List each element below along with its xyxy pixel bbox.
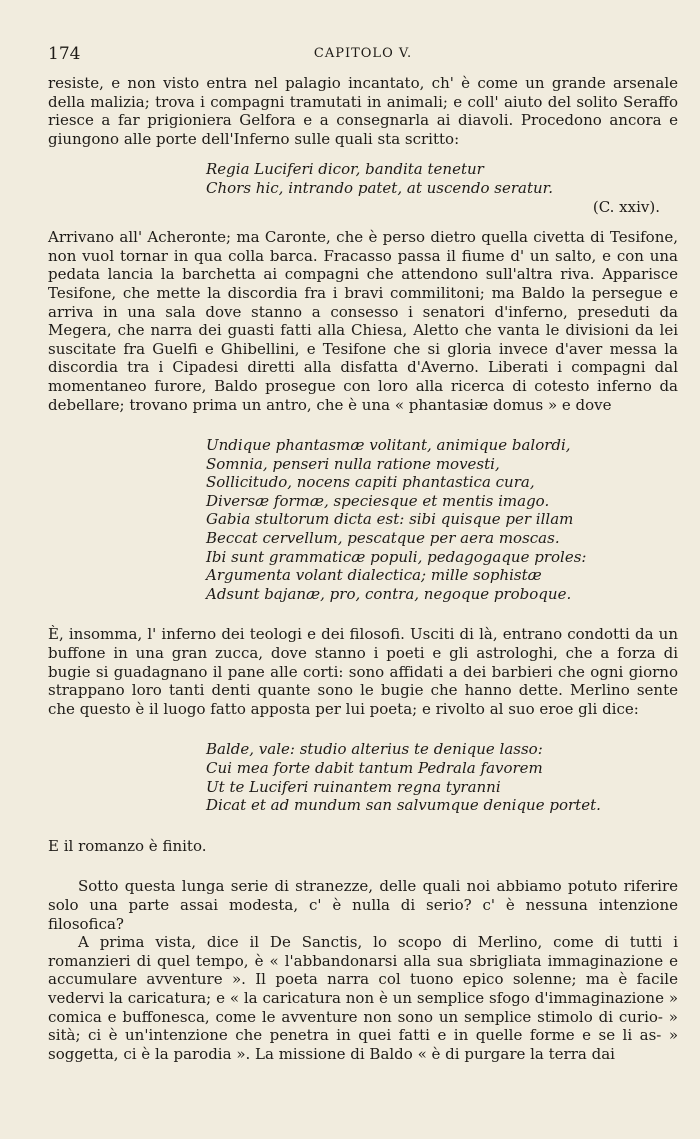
verse-line: Regia Luciferi dicor, bandita tenetur — [206, 160, 484, 179]
verse-block — [48, 740, 678, 814]
verse-block — [48, 160, 678, 197]
verse-line: Gabia stultorum dicta est: sibi quisque per illam — [206, 510, 574, 529]
verse-block — [48, 436, 678, 603]
paragraph: È, insomma, l' inferno dei teologi e dei filosofi. Usciti di là, entrano condotti da un buffone in una gran zucca, dove stanno i poeti e gli astrologhi, che a forza di bugie si guadagnano il pane alle corti: sono affidati a dei barbieri che ogni giorno strappano loro tanti denti quante sono le bugie che hanno dette. Merlino sente che questo è il luogo fatto apposta per lui poeta; e rivolto al suo eroe gli dice: — [48, 625, 678, 718]
paragraph: A prima vista, dice il De Sanctis, lo scopo di Merlino, come di tutti i romanzieri di quel tempo, è « l'abbandonarsi alla sua sbrigliata immaginazione e accumulare avventure ». Il poeta narra col tuono epico solenne; ma è facile vedervi la caricatura; e « la caricatura non è un semplice sfogo d'immaginazione » comica e buffonesca, come le avventure non sono un semplice stimolo di curio- » sità; ci è un'intenzione che penetra in quei fatti e in quelle forme e se li as- » soggetta, ci è la parodia ». La missione di Baldo « è di purgare la terra dai — [48, 933, 678, 1063]
verse-line: Balde, vale: studio alterius te denique lasso: — [206, 740, 543, 759]
verse-line: Diversæ formæ, speciesque et mentis imago. — [206, 491, 550, 510]
running-title: CAPITOLO V. — [313, 46, 413, 61]
verse-line: Somnia, penseri nulla ratione movesti, — [206, 454, 500, 473]
verse-line: Sollicitudo, nocens capiti phantastica cura, — [206, 473, 535, 492]
paragraph: Arrivano all' Acheronte; ma Caronte, che è perso dietro quella civetta di Tesifone, non vuol tornar in qua colla barca. Fracasso passa il fiume d' un salto, e con una pedata lancia la barchetta ai compagni che attendono sull'altra riva. Apparisce Tesifone, che mette la discordia fra i bravi commilitoni; ma Baldo la persegue e arriva in una sala dove stanno a consesso i senatori d'inferno, preseduti da Megera, che narra dei guasti fatti alla Chiesa, Aletto che vanta le divisioni da lei suscitate fra Guelfi e Ghibellini, e Tesifone che si gloria invece d'aver messa la discordia tra i Cipadesi diretti alla disfatta d'Averno. Liberati i compagni dal momentaneo furore, Baldo prosegue con loro alla ricerca di cotesto inferno da debellare; trovano prima un antro, che è una « phantasiæ domus » e dove — [48, 228, 678, 414]
page-body — [48, 74, 678, 1063]
paragraph: E il romanzo è finito. — [48, 836, 207, 855]
paragraph: resiste, e non visto entra nel palagio incantato, ch' è come un grande arsenale della malizia; trova i compagni tramutati in animali; e coll' aiuto del solito Seraffo riesce a far prigioniera Gelfora e a consegnarla ai diavoli. Procedono ancora e giungono alle porte dell'Inferno sulle quali sta scritto: — [48, 74, 678, 148]
page-header — [48, 44, 678, 70]
page-number: 174 — [48, 44, 81, 64]
citation: (C. xxiv). — [592, 197, 660, 216]
verse-line: Ut te Luciferi ruinantem regna tyranni — [206, 777, 501, 796]
verse-line: Beccat cervellum, pescatque per aera moscas. — [206, 529, 560, 548]
verse-line: Cui mea forte dabit tantum Pedrala favorem — [206, 759, 543, 777]
verse-line: Chors hic, intrando patet, at uscendo seratur. — [206, 178, 553, 197]
verse-line: Dicat et ad mundum san salvumque denique portet. — [206, 796, 601, 815]
verse-line: Ibi sunt grammaticæ populi, pedagogaque proles: — [206, 547, 587, 566]
verse-line: Undique phantasmæ volitant, animique balordi, — [206, 436, 571, 455]
verse-line: Argumenta volant dialectica; mille sophistæ — [206, 566, 542, 585]
verse-line: Adsunt bajanæ, pro, contra, negoque proboque. — [206, 584, 572, 603]
paragraph: Sotto questa lunga serie di stranezze, delle quali noi abbiamo potuto riferire solo una parte assai modesta, c' è nulla di serio? c' è nessuna intenzione filosofica? — [48, 877, 678, 933]
